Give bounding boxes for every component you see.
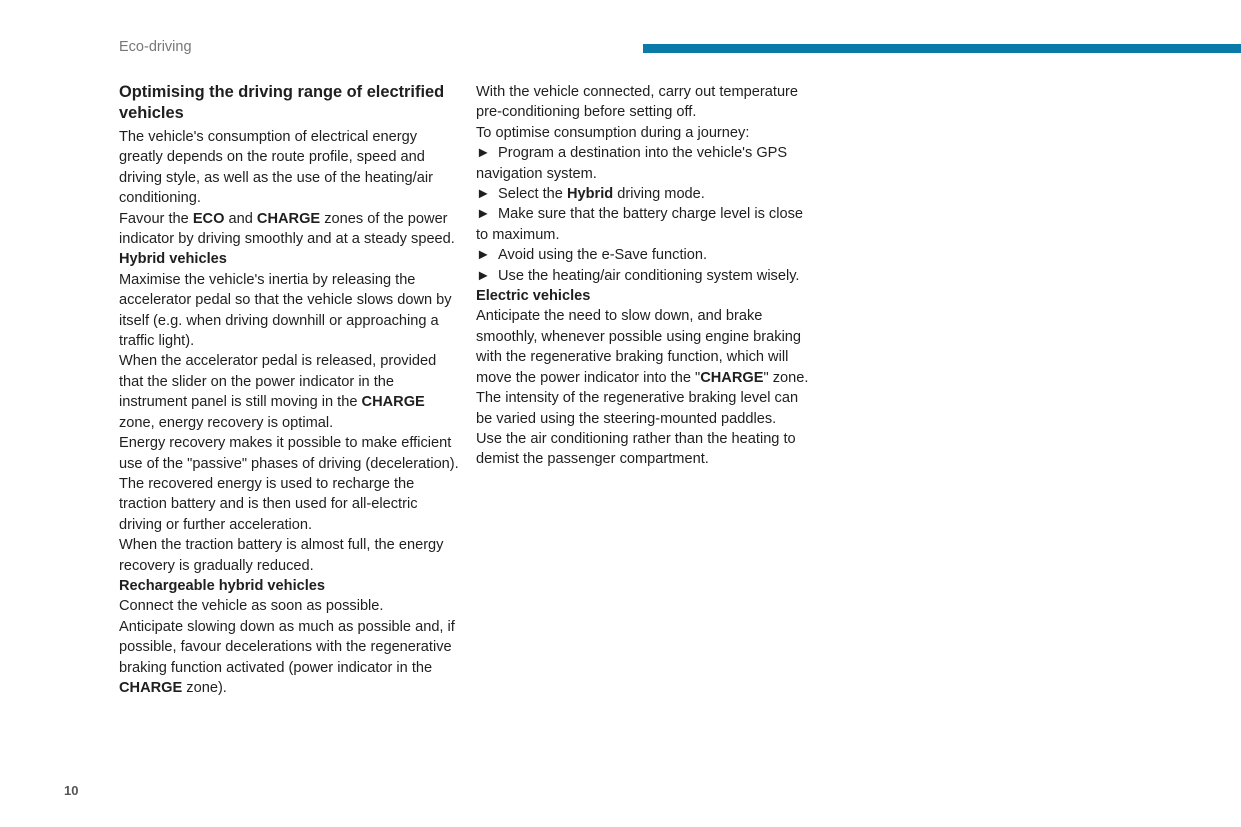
hybrid-paragraph-2: When the accelerator pedal is released, provided that the slider on the power indicator in the instrument panel is still moving in the CHARGE zone, energy recovery is optimal. [119, 353, 437, 431]
charge-keyword: CHARGE [119, 679, 183, 696]
right-column [476, 82, 811, 470]
bullet-arrow-icon: ► [476, 186, 491, 203]
hybrid-paragraph-4: The recovered energy is used to recharge the traction battery and is then used for all-electric driving or further acceleration. [119, 475, 418, 533]
hybrid-paragraph-3: Energy recovery makes it possible to make efficient use of the "passive" phases of driving (deceleration). [119, 435, 459, 472]
charge-keyword: CHARGE [700, 369, 764, 386]
bullet-item: ► Program a destination into the vehicle's GPS navigation system. [476, 145, 788, 182]
electric-paragraph-3: Use the air conditioning rather than the heating to demist the passenger compartment. [476, 430, 796, 468]
bullet-arrow-icon: ► [476, 145, 491, 162]
electric-paragraph-2: The intensity of the regenerative braking level can be varied using the steering-mounted paddles. [476, 390, 799, 427]
page-number: 10 [64, 783, 79, 798]
bullet-arrow-icon: ► [476, 247, 491, 264]
left-column [119, 82, 459, 698]
journey-intro: To optimise consumption during a journey: [476, 124, 750, 141]
main-heading: Optimising the driving range of electrified vehicles [119, 83, 445, 122]
rechargeable-paragraph-2: Anticipate slowing down as much as possible and, if possible, favour decelerations with the regenerative braking function activated (power indicator in the CHARGE zone). [119, 618, 455, 696]
preconditioning-paragraph: With the vehicle connected, carry out temperature pre-conditioning before setting off. [476, 84, 799, 121]
hybrid-heading: Hybrid vehicles [119, 251, 227, 268]
hybrid-paragraph-1: Maximise the vehicle's inertia by releasing the accelerator pedal so that the vehicle slows down by itself (e.g. when driving downhill or approaching a traffic light). [119, 271, 452, 350]
rechargeable-paragraph-1: Connect the vehicle as soon as possible. [119, 598, 384, 615]
charge-keyword: CHARGE [256, 210, 321, 227]
hybrid-keyword: Hybrid [566, 186, 614, 203]
favour-paragraph: Favour the ECO and CHARGE zones of the power indicator by driving smoothly and at a steady speed. [119, 210, 455, 248]
rechargeable-heading: Rechargeable hybrid vehicles [119, 577, 326, 594]
bullet-arrow-icon: ► [476, 206, 491, 223]
bullet-arrow-icon: ► [476, 267, 491, 284]
section-title: Eco-driving [119, 39, 192, 55]
charge-keyword: CHARGE [361, 394, 425, 411]
bullet-item: ► Make sure that the battery charge level is close to maximum. [476, 206, 804, 243]
bullet-item: ► Avoid using the e-Save function. [476, 245, 811, 265]
bullet-item: ► Select the Hybrid driving mode. [476, 184, 811, 204]
header-accent-bar [643, 44, 1241, 53]
hybrid-paragraph-5: When the traction battery is almost full, the energy recovery is gradually reduced. [119, 537, 444, 574]
electric-heading: Electric vehicles [476, 288, 591, 305]
bullet-item: ► Use the heating/air conditioning system wisely. [476, 266, 811, 286]
electric-paragraph-1: Anticipate the need to slow down, and brake smoothly, whenever possible using engine braking with the regenerative braking function, which will move the power indicator into the "CHARGE" zone. [476, 308, 809, 386]
intro-paragraph: The vehicle's consumption of electrical energy greatly depends on the route profile, speed and driving style, as well as the use of the heating/air conditioning. [119, 129, 433, 207]
eco-keyword: ECO [192, 210, 225, 227]
